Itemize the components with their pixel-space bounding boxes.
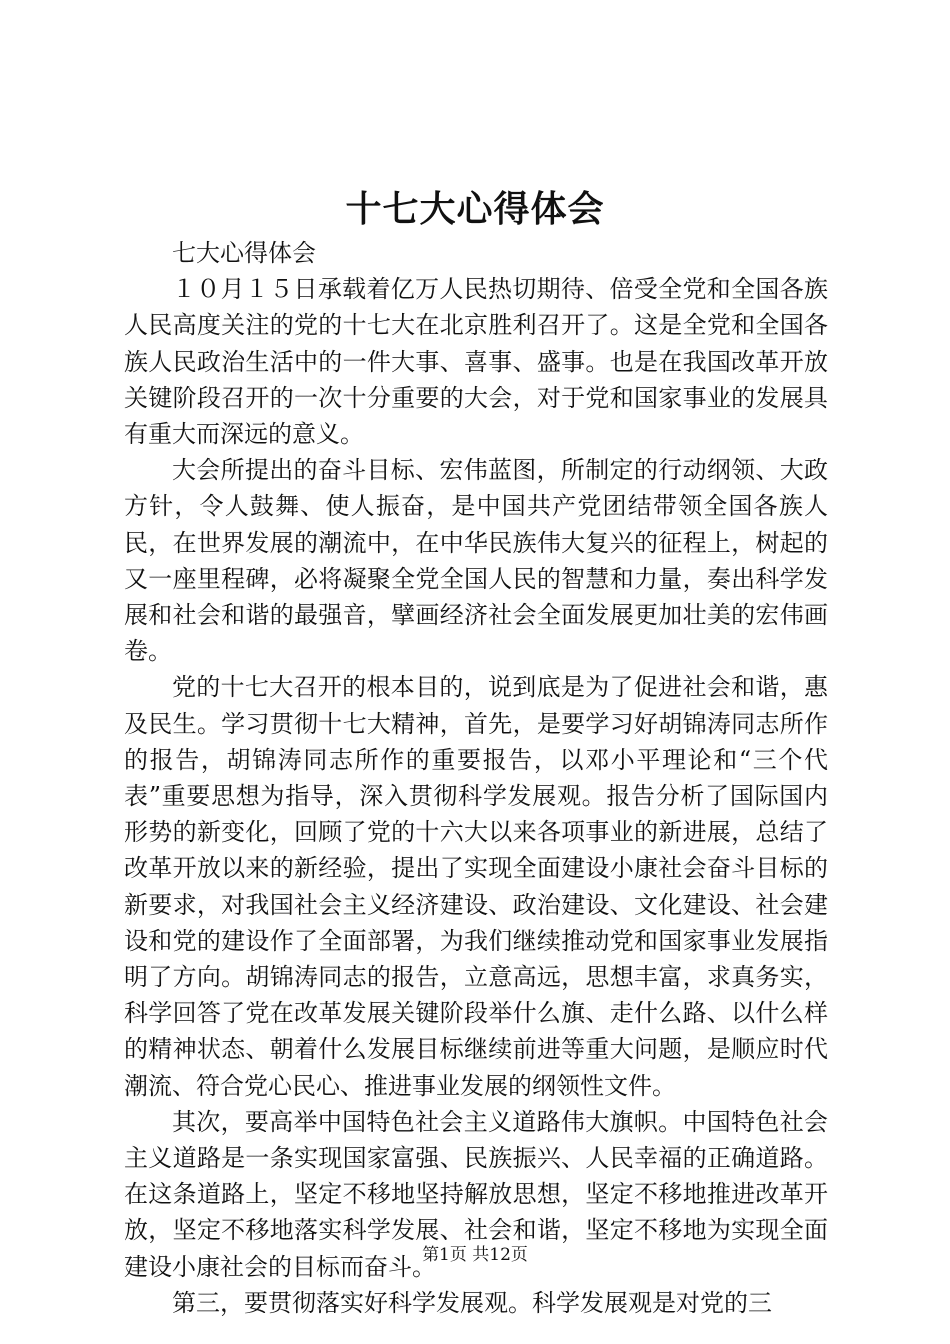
- document-body: [124, 235, 828, 1321]
- page-footer: 第1页 共12页: [422, 1245, 528, 1265]
- document-title: 十七大心得体会: [345, 188, 605, 230]
- paragraph: １０月１５日承载着亿万人民热切期待、倍受全党和全国各族人民高度关注的党的十七大在北京胜利召开了。这是全党和全国各族人民政治生活中的一件大事、喜事、盛事。也是在我国改革开放关键阶段召开的一次十分重要的大会，对于党和国家事业的发展具有重大而深远的意义。: [124, 275, 828, 449]
- paragraph: 第三，要贯彻落实好科学发展观。科学发展观是对党的三: [172, 1288, 772, 1317]
- paragraph: 大会所提出的奋斗目标、宏伟蓝图，所制定的行动纲领、大政方针，令人鼓舞、使人振奋，是中国共产党团结带领全国各族人民，在世界发展的潮流中，在中华民族伟大复兴的征程上，树起的又一座里程碑，必将凝聚全党全国人民的智慧和力量，奏出科学发展和社会和谐的最强音，擘画经济社会全面发展更加壮美的宏伟画卷。: [124, 456, 828, 666]
- paragraph: 七大心得体会: [172, 239, 316, 267]
- paragraph: 其次，要高举中国特色社会主义道路伟大旗帜。中国特色社会主义道路是一条实现国家富强、民族振兴、人民幸福的正确道路。在这条道路上，坚定不移地坚持解放思想，坚定不移地推进改革开放，坚定不移地落实科学发展、社会和谐，坚定不移地为实现全面建设小康社会的目标而奋斗。: [124, 1107, 828, 1281]
- paragraph: 党的十七大召开的根本目的，说到底是为了促进社会和谐，惠及民生。学习贯彻十七大精神，首先，是要学习好胡锦涛同志所作的报告，胡锦涛同志所作的重要报告，以邓小平理论和“三个代表”重要思想为指导，深入贯彻科学发展观。报告分析了国际国内形势的新变化，回顾了党的十六大以来各项事业的新进展，总结了改革开放以来的新经验，提出了实现全面建设小康社会奋斗目标的新要求，对我国社会主义经济建设、政治建设、文化建设、社会建设和党的建设作了全面部署，为我们继续推动党和国家事业发展指明了方向。胡锦涛同志的报告，立意高远，思想丰富，求真务实，科学回答了党在改革发展关键阶段举什么旗、走什么路、以什么样的精神状态、朝着什么发展目标继续前进等重大问题，是顺应时代潮流、符合党心民心、推进事业发展的纲领性文件。: [124, 673, 828, 1100]
